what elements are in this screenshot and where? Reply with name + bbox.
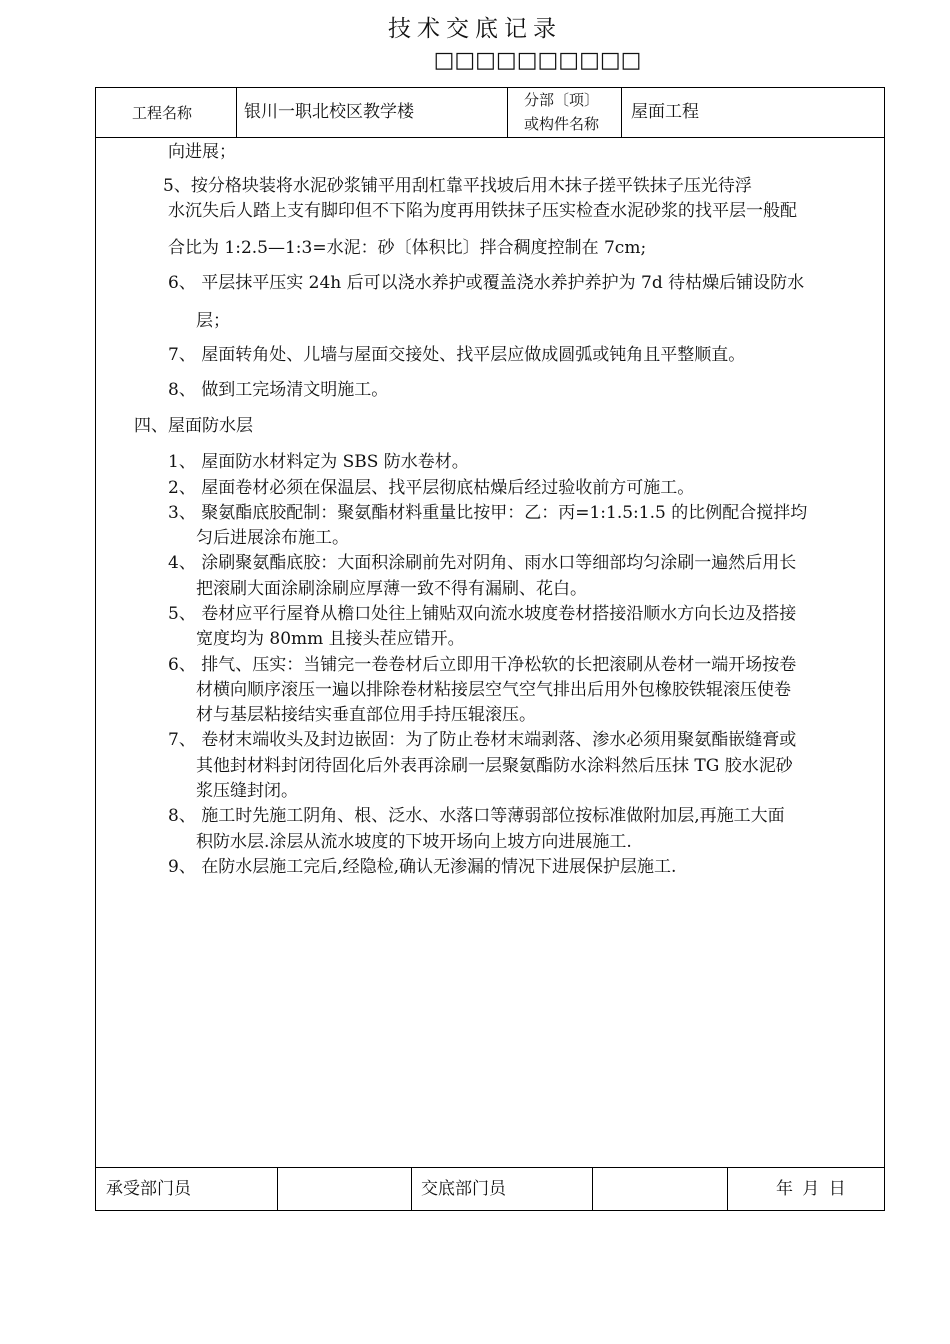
part-label-line2: 或构件名称 [524,115,600,133]
body-line: 合比为 1:2.5—1:3=水泥：砂〔体积比〕拌合稠度控制在 7cm; [168,238,647,258]
section-heading: 四、屋面防水层 [134,416,253,436]
body-line: 5、按分格块装将水泥砂浆铺平用刮杠靠平找坡后用木抹子搓平铁抹子压光待浮 [163,176,752,196]
project-name-value: 银川一职北校区教学楼 [244,102,414,122]
header-col-divider-3 [621,88,622,137]
body-line: 其他封材料封闭待固化后外表再涂刷一层聚氨酯防水涂料然后压抹 TG 胶水泥砂 [196,756,793,776]
body-line: 6、 排气、压实：当铺完一卷卷材后立即用干净松软的长把滚刷从卷材一端开场按卷 [168,655,797,675]
issuer-label: 交底部门员 [421,1179,506,1199]
body-line: 6、 平层抹平压实 24h 后可以浇水养护或覆盖浇水养护养护为 7d 待枯燥后铺设防水 [168,273,805,293]
body-line: 7、 卷材末端收头及封边嵌固：为了防止卷材末端剥落、渗水必须用聚氨酯嵌缝膏或 [168,730,797,750]
footer-col-divider-2 [411,1167,412,1211]
project-name-label: 工程名称 [132,104,193,122]
body-line: 把滚刷大面涂刷涂刷应厚薄一致不得有漏刷、花白。 [196,579,587,599]
footer-col-divider-3 [592,1167,593,1211]
body-line: 匀后进展涂布施工。 [196,528,349,548]
body-line: 8、 做到工完场清文明施工。 [168,380,389,400]
part-label-line1: 分部〔项〕 [524,91,600,109]
footer-col-divider-4 [727,1167,728,1211]
body-line: 材横向顺序滚压一遍以排除卷材粘接层空气空气排出后用外包橡胶铁辊滚压使卷 [196,680,791,700]
header-divider [96,137,884,138]
body-line: 1、 屋面防水材料定为 SBS 防水卷材。 [168,452,469,472]
body-line: 向进展； [168,142,236,162]
receiver-signature-field[interactable] [286,1178,406,1200]
document-subtitle: □□□□□□□□□□ [433,48,642,73]
header-col-divider-1 [236,88,237,137]
record-table [95,87,885,1211]
footer-divider [96,1167,884,1168]
body-line: 9、 在防水层施工完后,经隐检,确认无渗漏的情况下进展保护层施工. [168,857,677,877]
document-title: 技术交底记录 [388,16,562,42]
receiver-label: 承受部门员 [106,1179,191,1199]
header-col-divider-2 [507,88,508,137]
body-line: 3、 聚氨酯底胶配制：聚氨酯材料重量比按甲：乙：丙=1:1.5:1.5 的比例配合搅拌均 [168,503,808,523]
body-line: 层； [196,311,230,331]
body-line: 5、 卷材应平行屋脊从檐口处往上铺贴双向流水坡度卷材搭接沿顺水方向长边及搭接 [168,604,797,624]
body-line: 积防水层.涂层从流水坡度的下坡开场向上坡方向进展施工. [196,832,632,852]
date-label: 年 月 日 [776,1179,848,1199]
body-line: 2、 屋面卷材必须在保温层、找平层彻底枯燥后经过验收前方可施工。 [168,478,695,498]
issuer-signature-field[interactable] [601,1178,721,1200]
body-line: 宽度均为 80mm 且接头茬应错开。 [196,629,465,649]
part-value: 屋面工程 [631,102,699,122]
body-line: 4、 涂刷聚氨酯底胶：大面积涂刷前先对阴角、雨水口等细部均匀涂刷一遍然后用长 [168,553,797,573]
body-line: 浆压缝封闭。 [196,781,298,801]
body-line: 水沉失后人踏上支有脚印但不下陷为度再用铁抹子压实检查水泥砂浆的找平层一般配 [168,201,797,221]
body-line: 7、 屋面转角处、儿墙与屋面交接处、找平层应做成圆弧或钝角且平整顺直。 [168,345,746,365]
body-line: 材与基层粘接结实垂直部位用手持压辊滚压。 [196,705,536,725]
footer-col-divider-1 [277,1167,278,1211]
body-line: 8、 施工时先施工阴角、根、泛水、水落口等薄弱部位按标准做附加层,再施工大面 [168,806,785,826]
